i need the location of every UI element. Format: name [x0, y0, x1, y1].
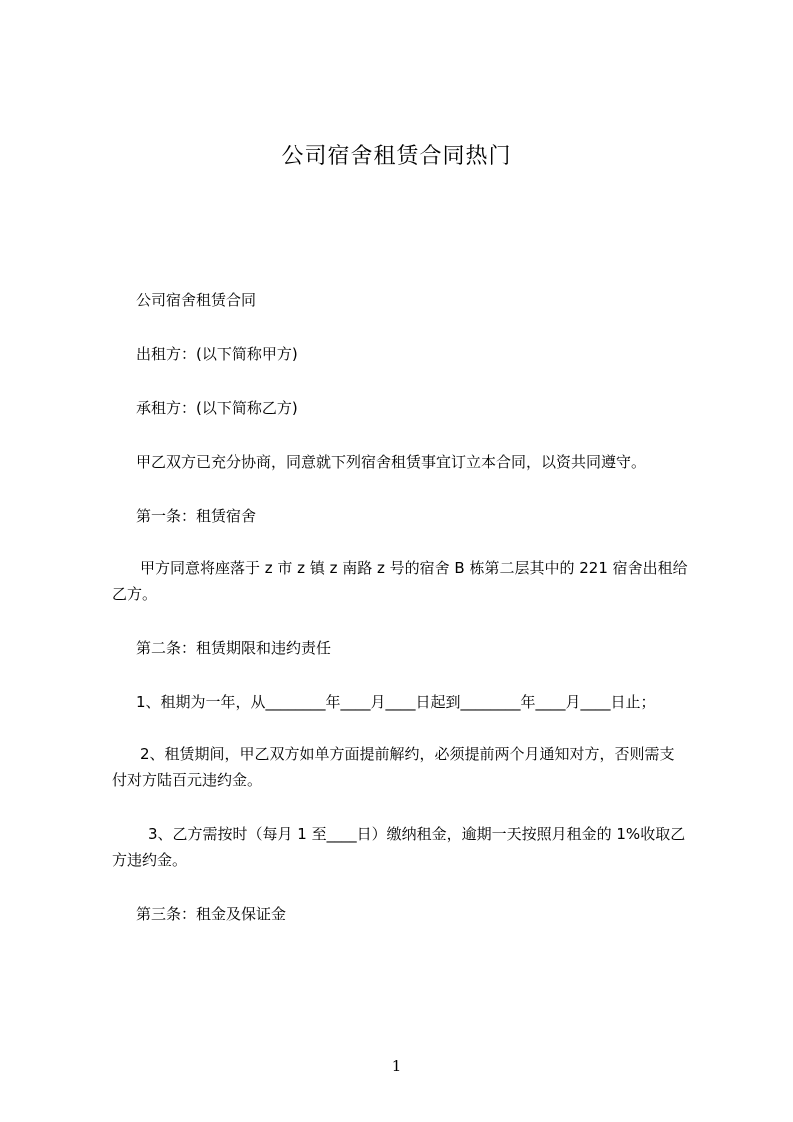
contract-subtitle: 公司宿舍租赁合同: [136, 291, 257, 309]
article1-text-line1: 甲方同意将座落于 z 市 z 镇 z 南路 z 号的宿舍 B 栋第二层其中的 221 宿舍出租给: [140, 559, 688, 577]
lessor-line: 出租方：(以下简称甲方): [136, 345, 298, 363]
article2-item2-line2: 付对方陆百元违约金。: [112, 771, 263, 789]
article2-item1: 1、租期为一年，从________年____月____日起到________年____月____日止；: [136, 693, 656, 711]
article1-text-line2: 乙方。: [112, 585, 158, 603]
document-title: 公司宿舍租赁合同热门: [281, 144, 512, 169]
article3-heading: 第三条：租金及保证金: [136, 905, 287, 923]
lessee-line: 承租方：(以下简称乙方): [136, 399, 298, 417]
article2-heading: 第二条：租赁期限和违约责任: [136, 639, 332, 657]
article2-item3-line2: 方违约金。: [112, 851, 188, 869]
article2-item2-line1: 2、租赁期间，甲乙双方如单方面提前解约，必须提前两个月通知对方，否则需支: [140, 745, 675, 763]
page-number: 1: [391, 1057, 402, 1075]
intro-paragraph: 甲乙双方已充分协商，同意就下列宿舍租赁事宜订立本合同，以资共同遵守。: [136, 453, 647, 471]
article2-item3-line1: 3、乙方需按时（每月 1 至____日）缴纳租金，逾期一天按照月租金的 1%收取乙: [148, 825, 686, 843]
article1-heading: 第一条：租赁宿舍: [136, 507, 257, 525]
